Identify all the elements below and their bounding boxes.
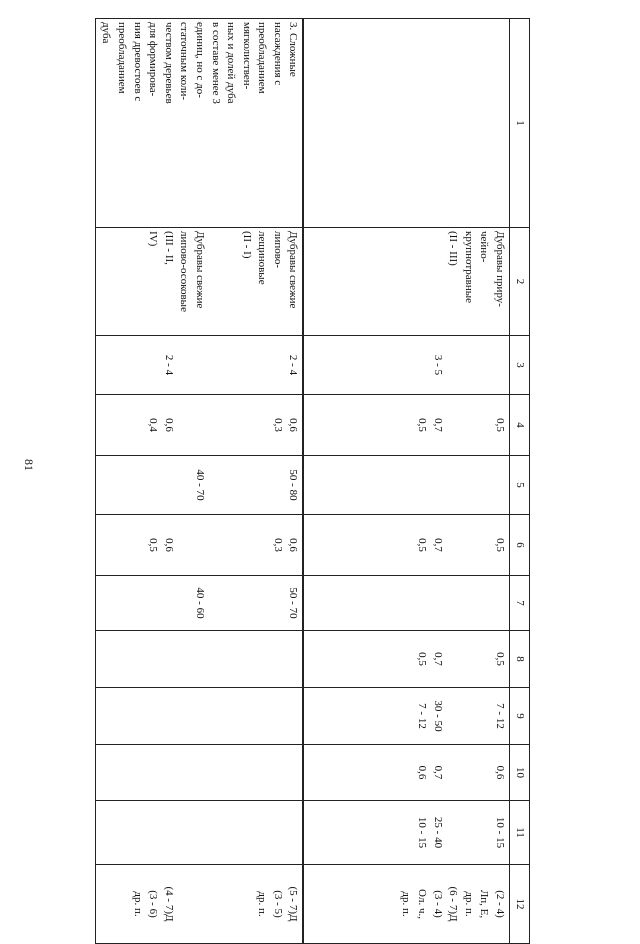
table-cell-col-10 <box>95 745 303 801</box>
cell-line <box>445 634 461 684</box>
cell-line: 25 - 40 <box>431 816 444 849</box>
cell-line <box>207 459 223 511</box>
table-cell-col-4 <box>304 395 510 456</box>
cell-line: 0,7 <box>431 765 444 780</box>
table-cell-col-8 <box>304 631 510 688</box>
cell-line <box>191 398 207 452</box>
cell-line <box>223 339 239 391</box>
cell-line: ния древостоев с <box>131 22 144 102</box>
cell-line: 50 - 70 <box>287 587 300 619</box>
cell-line: др. п. <box>400 891 413 917</box>
table-cell-col-9 <box>304 688 510 745</box>
cell-line <box>445 691 461 741</box>
header-cell-5: 5 <box>510 456 530 515</box>
cell-line: (III - II, <box>162 231 175 265</box>
cell-line <box>223 398 239 452</box>
cell-line <box>445 748 461 797</box>
cell-line: 0,6 <box>162 538 175 552</box>
cell-line: (3 - 5) <box>271 890 284 918</box>
cell-line <box>254 459 270 511</box>
header-cell-12: 12 <box>510 865 530 944</box>
cell-line: крупнотравные <box>462 231 475 304</box>
cell-line <box>191 339 207 391</box>
cell-line <box>269 339 285 391</box>
cell-line <box>207 518 223 572</box>
cell-line <box>207 579 223 627</box>
header-cell-2: 2 <box>510 228 530 336</box>
cell-line <box>223 868 239 940</box>
cell-line: др. п. <box>131 891 144 917</box>
cell-line: 0,6 <box>494 765 506 780</box>
cell-line: насаждения с <box>271 22 284 86</box>
cell-line: 0,5 <box>416 418 429 432</box>
table-cell-col-11 <box>95 801 303 865</box>
cell-line <box>254 398 270 452</box>
cell-line: в составе менее 3 <box>209 22 222 104</box>
cell-line: 0,3 <box>271 418 284 432</box>
cell-line <box>207 339 223 391</box>
header-cell-8: 8 <box>510 631 530 688</box>
header-cell-1: 1 <box>510 19 530 228</box>
cell-line <box>269 459 285 511</box>
cell-line <box>445 339 461 391</box>
cell-line <box>269 579 285 627</box>
cell-line <box>476 691 492 741</box>
cell-line <box>207 231 223 332</box>
cell-line: преобладанием <box>115 22 128 94</box>
cell-line <box>460 748 476 797</box>
table-cell-col-3 <box>95 336 303 395</box>
cell-line <box>207 868 223 940</box>
cell-line <box>254 579 270 627</box>
cell-line <box>223 231 239 332</box>
cell-line: (3 - 6) <box>147 890 160 918</box>
cell-line: Дубравы свежие <box>193 231 206 309</box>
cell-line <box>460 339 476 391</box>
cell-line: 0,5 <box>494 538 506 552</box>
cell-line <box>460 634 476 684</box>
cell-line: Дубравы приру- <box>494 231 506 307</box>
cell-line: 0,6 <box>287 538 300 552</box>
header-cell-9: 9 <box>510 688 530 745</box>
cell-line: 40 - 70 <box>193 469 206 501</box>
cell-line <box>176 518 192 572</box>
table-cell-col-10 <box>304 745 510 801</box>
cell-line: (6 - 7)Д <box>447 886 460 922</box>
cell-line: 0,5 <box>416 538 429 552</box>
table-cell-col-9 <box>95 688 303 745</box>
cell-line: статочным коли- <box>178 22 191 100</box>
cell-line: (3 - 4) <box>431 890 444 918</box>
cell-line <box>476 398 492 452</box>
cell-line: 0,5 <box>494 652 506 666</box>
cell-line: 0,5 <box>494 418 506 432</box>
table-cell-col-3 <box>304 336 510 395</box>
table-cell-col-1 <box>95 19 303 228</box>
cell-line <box>176 868 192 940</box>
cell-line <box>223 579 239 627</box>
table-cell-col-6 <box>95 515 303 576</box>
cell-line: 0,6 <box>162 418 175 432</box>
cell-line: 0,4 <box>147 418 160 432</box>
header-cell-6: 6 <box>510 515 530 576</box>
cell-line <box>460 691 476 741</box>
cell-line: IV) <box>147 231 160 247</box>
page-number: 81 <box>22 459 36 471</box>
table-cell-col-1 <box>304 19 510 228</box>
cell-line <box>254 518 270 572</box>
cell-line: чейно- <box>478 231 491 263</box>
cell-line <box>176 398 192 452</box>
table-cell-col-2 <box>95 228 303 336</box>
cell-line: др. п. <box>256 891 269 917</box>
cell-line: липово-осоковые <box>178 231 191 312</box>
cell-line <box>491 339 507 391</box>
cell-line <box>238 398 254 452</box>
cell-line: мягколиствен- <box>240 22 253 90</box>
table-cell-col-5 <box>304 456 510 515</box>
table-cell-col-11 <box>304 801 510 865</box>
cell-line <box>207 398 223 452</box>
table-cell-col-8 <box>95 631 303 688</box>
cell-line: чеством деревьев <box>162 22 175 104</box>
table-row <box>95 19 303 944</box>
cell-line: 2 - 4 <box>162 354 175 376</box>
table-cell-col-12 <box>304 865 510 944</box>
table-cell-col-7 <box>95 576 303 631</box>
header-cell-11: 11 <box>510 801 530 865</box>
cell-line: 0,5 <box>147 538 160 552</box>
cell-line: липово- <box>271 231 284 269</box>
cell-line: для формирова- <box>147 22 160 97</box>
cell-line <box>238 868 254 940</box>
header-cell-10: 10 <box>510 745 530 801</box>
cell-line <box>191 518 207 572</box>
cell-line: 7 - 12 <box>494 703 506 729</box>
cell-line <box>445 518 461 572</box>
cell-line <box>476 634 492 684</box>
cell-line: (2 - 4) <box>494 890 506 918</box>
header-cell-7: 7 <box>510 576 530 631</box>
cell-line: 2 - 4 <box>287 354 300 376</box>
header-row <box>510 19 530 944</box>
data-table-rotated <box>95 18 530 944</box>
cell-line: дуба <box>100 22 113 44</box>
cell-line <box>238 459 254 511</box>
cell-line <box>254 339 270 391</box>
cell-line: 0,3 <box>271 538 284 552</box>
cell-line <box>238 579 254 627</box>
cell-line <box>238 518 254 572</box>
table-cell-col-7 <box>304 576 510 631</box>
cell-line <box>176 339 192 391</box>
cell-line <box>460 804 476 861</box>
cell-line: 0,6 <box>416 765 429 780</box>
cell-line: преобладанием <box>256 22 269 94</box>
cell-line: единиц, но с до- <box>193 22 206 98</box>
cell-line: (5 - 7)Д <box>287 886 300 922</box>
cell-line: 30 - 50 <box>431 700 444 732</box>
cell-line: 0,6 <box>287 418 300 432</box>
cell-line: 10 - 15 <box>494 816 506 849</box>
table-cell-col-5 <box>95 456 303 515</box>
cell-line <box>460 518 476 572</box>
cell-line: 0,5 <box>416 652 429 666</box>
table-cell-col-6 <box>304 515 510 576</box>
cell-line: 3. Сложные <box>287 22 300 77</box>
cell-line: 0,7 <box>431 652 444 666</box>
cell-line: 7 - 12 <box>416 703 429 729</box>
cell-line <box>476 748 492 797</box>
cell-line: Ол. ч., <box>416 889 429 919</box>
cell-line: (4 - 7)Д <box>162 886 175 922</box>
cell-line <box>238 339 254 391</box>
cell-line: 3 - 5 <box>431 354 444 376</box>
cell-line <box>476 339 492 391</box>
cell-line: др. п. <box>462 891 475 917</box>
cell-line: 0,7 <box>431 418 444 432</box>
header-cell-4: 4 <box>510 395 530 456</box>
cell-line <box>460 398 476 452</box>
cell-line <box>445 804 461 861</box>
table-cell-col-2 <box>304 228 510 336</box>
cell-line: 10 - 15 <box>416 816 429 849</box>
cell-line: (II - I) <box>240 231 253 259</box>
cell-line <box>445 398 461 452</box>
cell-line <box>476 518 492 572</box>
table-cell-col-12 <box>95 865 303 944</box>
cell-line: Лп, Е, <box>478 889 491 919</box>
cell-line: Дубравы свежие <box>287 231 300 309</box>
cell-line: ных и долей дуба <box>225 22 238 104</box>
data-table <box>95 18 530 944</box>
cell-line <box>191 868 207 940</box>
table-cell-col-4 <box>95 395 303 456</box>
table-row <box>304 19 510 944</box>
cell-line: лещиновые <box>256 231 269 285</box>
header-cell-3: 3 <box>510 336 530 395</box>
cell-line: 0,7 <box>431 538 444 552</box>
cell-line <box>223 518 239 572</box>
cell-line <box>476 804 492 861</box>
cell-line: 40 - 60 <box>193 587 206 619</box>
cell-line: 50 - 80 <box>287 469 300 501</box>
cell-line: (II - III) <box>447 231 460 266</box>
cell-line <box>223 459 239 511</box>
